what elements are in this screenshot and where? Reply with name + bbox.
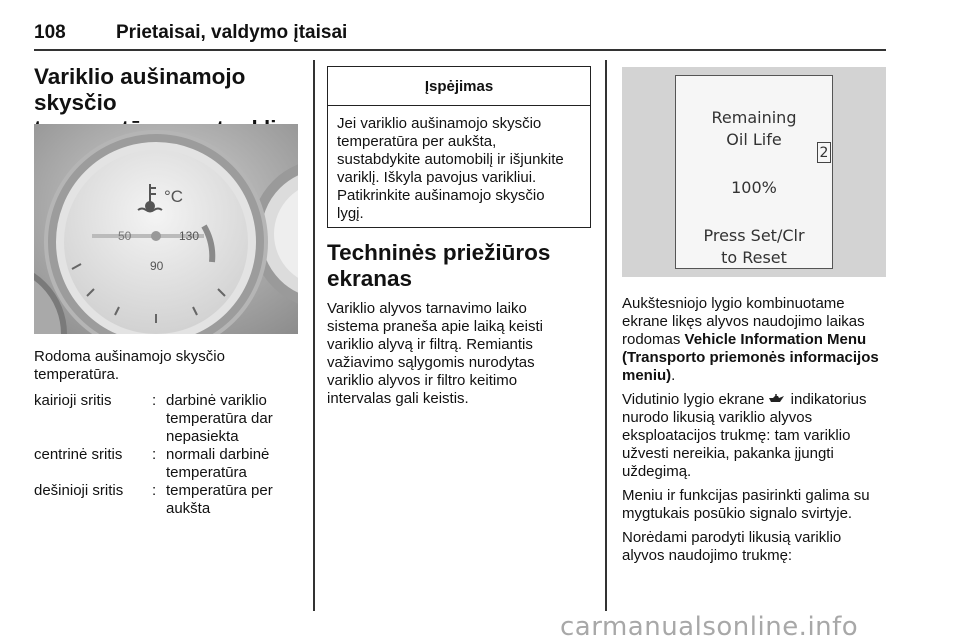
gauge-tick-label: 130 xyxy=(179,229,200,243)
callout-badge: 2 xyxy=(817,142,831,163)
display-text-remaining: Remaining xyxy=(711,108,797,127)
legend-term: dešinioji sritis xyxy=(34,482,124,499)
gauge-tick-label: 50 xyxy=(118,229,132,243)
legend-colon: : xyxy=(152,446,157,463)
heading-line: Variklio aušinamojo skysčio xyxy=(34,64,246,115)
paragraph: Aukštesniojo lygio kombinuotame ekrane likęs alyvos naudojimo laikas rodomas Vehicle Information Menu (Transporto priemonės informacijos meniu). xyxy=(622,295,879,384)
display-text-oil-life: Oil Life xyxy=(726,130,782,149)
chapter-title: Prietaisai, valdymo įtaisai xyxy=(116,22,348,43)
legend-term: centrinė sritis xyxy=(34,446,123,463)
paragraph: Vidutinio lygio ekrane indikatorius nurodo likusią variklio alyvos eksploatacijos trukmę: tam variklio užvesti nereikia, pakanka įjungti uždegimą. xyxy=(622,391,867,480)
display-text-reset: to Reset xyxy=(721,248,787,267)
column-divider-right xyxy=(605,60,607,611)
page-header xyxy=(34,22,886,50)
gauge-tick-label: 90 xyxy=(150,259,164,273)
header-divider xyxy=(34,49,886,51)
service-paragraph: Variklio alyvos tarnavimo laiko sistema praneša apie laiką keisti variklio alyvą ir filtrą. Remiantis važiavimo sąlygomis nurodytas variklio alyvos ir filtro keitimo intervalas gali keistis. xyxy=(327,300,543,407)
oil-life-display-image xyxy=(622,67,886,277)
legend-description: darbinė variklio temperatūra dar nepasiekta xyxy=(166,392,273,445)
display-text-press: Press Set/Clr xyxy=(703,226,805,245)
paragraph: Meniu ir funkcijas pasirinkti galima su mygtukais posūkio signalo svirtyje. xyxy=(622,487,870,522)
caption-line: Rodoma aušinamojo skysčio xyxy=(34,348,225,365)
service-section xyxy=(327,240,597,408)
legend-term: kairioji sritis xyxy=(34,392,112,409)
legend-description: temperatūra per aukšta xyxy=(166,482,273,517)
oil-life-screen xyxy=(675,75,833,269)
column-divider-left xyxy=(313,60,315,611)
paragraph: Norėdami parodyti likusią variklio alyvos naudojimo trukmę: xyxy=(622,529,842,564)
legend-colon: : xyxy=(152,482,157,499)
legend-row xyxy=(34,446,296,482)
warning-text: Jei variklio aušinamojo skysčio temperatūra per aukšta, sustabdykite automobilį ir išjunkite variklį. Iškyla pavojus varikliui. Patikrinkite aušinamojo skysčio lygį. xyxy=(337,115,564,222)
display-text-percent: 100% xyxy=(731,178,777,197)
gauge-unit-label: °C xyxy=(164,187,184,206)
legend-colon: : xyxy=(152,392,157,409)
gauge-illustration xyxy=(34,124,298,334)
legend-row xyxy=(34,482,296,518)
caption-line: temperatūra. xyxy=(34,366,120,383)
page-number: 108 xyxy=(34,22,66,43)
legend-row xyxy=(34,392,296,446)
legend-description: normali darbinė temperatūra xyxy=(166,446,270,481)
gauge-legend xyxy=(34,392,296,518)
gauge-caption xyxy=(34,348,304,384)
menu-name: Vehicle Information Menu xyxy=(684,331,867,348)
coolant-gauge-photo xyxy=(34,124,298,334)
right-column-text xyxy=(622,295,892,565)
warning-box xyxy=(327,66,591,228)
oil-can-icon xyxy=(768,392,786,404)
warning-title: Įspėjimas xyxy=(328,67,590,106)
section-heading-service: Techninės priežiūros ekranas xyxy=(327,240,551,291)
watermark: carmanualsonline.info xyxy=(560,612,859,642)
